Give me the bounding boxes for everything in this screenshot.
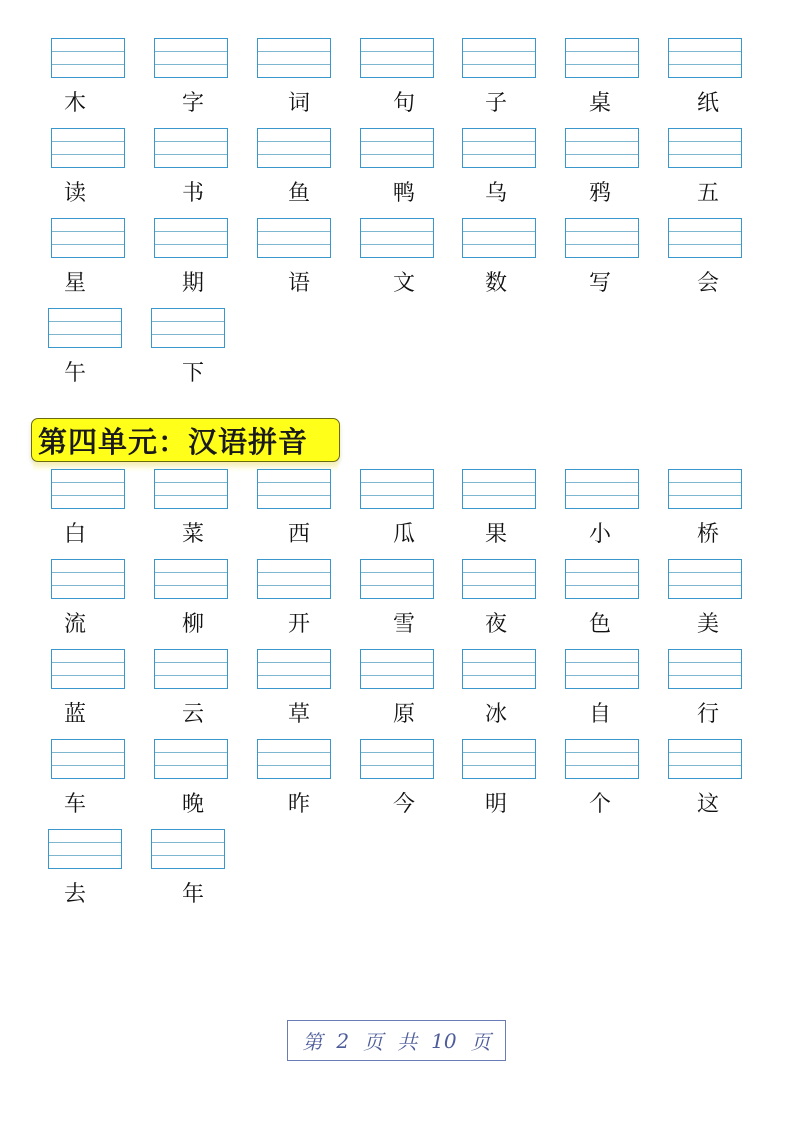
total-page-number: 10 — [431, 1028, 457, 1053]
hanzi-character: 下 — [181, 361, 204, 386]
vocab-cell — [565, 739, 665, 829]
pinyin-writing-box[interactable] — [565, 739, 639, 779]
page-counter-suffix: 页 — [470, 1030, 491, 1054]
hanzi-character: 子 — [484, 91, 507, 116]
pinyin-writing-box[interactable] — [360, 218, 434, 258]
pinyin-writing-box[interactable] — [360, 649, 434, 689]
pinyin-writing-box[interactable] — [565, 218, 639, 258]
pinyin-writing-box[interactable] — [257, 128, 331, 168]
vocab-cell — [360, 128, 460, 218]
pinyin-writing-box[interactable] — [360, 128, 434, 168]
pinyin-writing-box[interactable] — [462, 218, 536, 258]
pinyin-writing-box[interactable] — [360, 739, 434, 779]
hanzi-character: 今 — [392, 792, 415, 817]
vocab-cell — [565, 128, 665, 218]
vocab-cell — [257, 559, 357, 649]
vocab-cell — [462, 559, 562, 649]
hanzi-character: 西 — [287, 522, 310, 547]
hanzi-character: 美 — [696, 612, 719, 637]
hanzi-character: 午 — [63, 361, 86, 386]
vocab-cell — [151, 829, 251, 919]
pinyin-writing-box[interactable] — [151, 829, 225, 869]
pinyin-writing-box[interactable] — [51, 128, 125, 168]
hanzi-character: 原 — [392, 702, 415, 727]
vocab-cell — [257, 128, 357, 218]
pinyin-writing-box[interactable] — [462, 559, 536, 599]
vocab-row — [0, 38, 793, 128]
hanzi-character: 晚 — [181, 792, 204, 817]
pinyin-writing-box[interactable] — [51, 38, 125, 78]
hanzi-character: 字 — [181, 91, 204, 116]
hanzi-character: 写 — [588, 271, 611, 296]
vocab-cell — [565, 218, 665, 308]
vocab-row — [0, 308, 793, 398]
hanzi-character: 年 — [181, 882, 204, 907]
hanzi-character: 桥 — [696, 522, 719, 547]
vocab-cell — [360, 649, 460, 739]
vocab-row — [0, 739, 793, 829]
vocab-cell — [154, 649, 254, 739]
hanzi-character: 期 — [181, 271, 204, 296]
hanzi-character: 云 — [181, 702, 204, 727]
pinyin-writing-box[interactable] — [154, 218, 228, 258]
vocab-cell — [668, 739, 768, 829]
pinyin-writing-box[interactable] — [565, 469, 639, 509]
pinyin-writing-box[interactable] — [668, 38, 742, 78]
vocab-cell — [51, 38, 151, 128]
pinyin-writing-box[interactable] — [462, 469, 536, 509]
vocab-cell — [565, 559, 665, 649]
hanzi-character: 五 — [696, 181, 719, 206]
hanzi-character: 书 — [181, 181, 204, 206]
hanzi-character: 瓜 — [392, 522, 415, 547]
vocab-cell — [51, 128, 151, 218]
hanzi-character: 鸭 — [392, 181, 415, 206]
vocab-cell — [51, 559, 151, 649]
vocab-cell — [360, 469, 460, 559]
pinyin-writing-box[interactable] — [154, 739, 228, 779]
hanzi-character: 流 — [63, 612, 86, 637]
pinyin-writing-box[interactable] — [360, 38, 434, 78]
hanzi-character: 文 — [392, 271, 415, 296]
hanzi-character: 鱼 — [287, 181, 310, 206]
hanzi-character: 自 — [588, 702, 611, 727]
vocab-cell — [154, 218, 254, 308]
pinyin-writing-box[interactable] — [257, 559, 331, 599]
vocab-cell — [51, 739, 151, 829]
vocab-cell — [48, 829, 148, 919]
hanzi-character: 数 — [484, 271, 507, 296]
hanzi-character: 冰 — [484, 702, 507, 727]
vocab-cell — [668, 38, 768, 128]
vocab-cell — [462, 218, 562, 308]
hanzi-character: 色 — [588, 612, 611, 637]
vocab-cell — [668, 649, 768, 739]
vocab-cell — [668, 469, 768, 559]
page-counter-total-label: 共 — [397, 1030, 418, 1054]
pinyin-writing-box[interactable] — [257, 739, 331, 779]
current-page-number: 2 — [336, 1028, 350, 1053]
hanzi-character: 果 — [484, 522, 507, 547]
vocab-cell — [51, 649, 151, 739]
hanzi-character: 白 — [63, 522, 86, 547]
pinyin-writing-box[interactable] — [48, 308, 122, 348]
pinyin-writing-box[interactable] — [154, 559, 228, 599]
hanzi-character: 去 — [63, 882, 86, 907]
vocab-cell — [154, 38, 254, 128]
vocab-cell — [257, 218, 357, 308]
hanzi-character: 柳 — [181, 612, 204, 637]
vocab-cell — [360, 559, 460, 649]
vocab-cell — [462, 469, 562, 559]
pinyin-writing-box[interactable] — [154, 128, 228, 168]
hanzi-character: 句 — [392, 91, 415, 116]
vocab-cell — [154, 559, 254, 649]
vocab-cell — [565, 649, 665, 739]
vocab-cell — [462, 649, 562, 739]
pinyin-writing-box[interactable] — [565, 649, 639, 689]
unit-heading — [31, 418, 340, 462]
unit-heading-text: 第四单元：汉语拼音 — [38, 424, 309, 459]
hanzi-character: 小 — [588, 522, 611, 547]
vocab-cell — [48, 308, 148, 398]
pinyin-writing-box[interactable] — [565, 559, 639, 599]
hanzi-character: 开 — [287, 612, 310, 637]
vocab-cell — [257, 38, 357, 128]
hanzi-character: 夜 — [484, 612, 507, 637]
vocab-row — [0, 218, 793, 308]
pinyin-writing-box[interactable] — [151, 308, 225, 348]
vocab-cell — [462, 739, 562, 829]
hanzi-character: 车 — [63, 792, 86, 817]
pinyin-writing-box[interactable] — [565, 128, 639, 168]
pinyin-writing-box[interactable] — [668, 739, 742, 779]
pinyin-writing-box[interactable] — [257, 218, 331, 258]
vocab-cell — [565, 469, 665, 559]
vocab-row — [0, 649, 793, 739]
hanzi-character: 个 — [588, 792, 611, 817]
vocab-cell — [154, 128, 254, 218]
pinyin-writing-box[interactable] — [462, 739, 536, 779]
pinyin-writing-box[interactable] — [668, 469, 742, 509]
vocab-cell — [668, 218, 768, 308]
hanzi-character: 语 — [287, 271, 310, 296]
page-counter-unit: 页 — [363, 1030, 384, 1054]
vocab-cell — [565, 38, 665, 128]
vocab-cell — [51, 469, 151, 559]
pinyin-writing-box[interactable] — [257, 649, 331, 689]
vocab-cell — [668, 128, 768, 218]
vocab-cell — [257, 739, 357, 829]
vocab-cell — [154, 469, 254, 559]
vocab-row — [0, 559, 793, 649]
hanzi-character: 纸 — [696, 91, 719, 116]
pinyin-writing-box[interactable] — [51, 218, 125, 258]
page-counter-prefix: 第 — [302, 1030, 323, 1054]
pinyin-writing-box[interactable] — [51, 469, 125, 509]
hanzi-character: 桌 — [588, 91, 611, 116]
hanzi-character: 鸦 — [588, 181, 611, 206]
pinyin-writing-box[interactable] — [462, 128, 536, 168]
hanzi-character: 行 — [696, 702, 719, 727]
vocab-cell — [257, 469, 357, 559]
vocab-row — [0, 469, 793, 559]
pinyin-writing-box[interactable] — [565, 38, 639, 78]
hanzi-character: 草 — [287, 702, 310, 727]
vocab-cell — [360, 218, 460, 308]
hanzi-character: 星 — [63, 271, 86, 296]
page-counter — [287, 1020, 506, 1061]
pinyin-writing-box[interactable] — [668, 218, 742, 258]
hanzi-character: 这 — [696, 792, 719, 817]
pinyin-writing-box[interactable] — [462, 38, 536, 78]
pinyin-writing-box[interactable] — [51, 559, 125, 599]
pinyin-writing-box[interactable] — [257, 38, 331, 78]
hanzi-character: 木 — [63, 91, 86, 116]
pinyin-writing-box[interactable] — [668, 128, 742, 168]
hanzi-character: 乌 — [484, 181, 507, 206]
pinyin-writing-box[interactable] — [668, 649, 742, 689]
pinyin-writing-box[interactable] — [51, 739, 125, 779]
vocab-row — [0, 829, 793, 919]
pinyin-writing-box[interactable] — [51, 649, 125, 689]
vocab-cell — [462, 38, 562, 128]
pinyin-writing-box[interactable] — [257, 469, 331, 509]
hanzi-character: 菜 — [181, 522, 204, 547]
vocab-row — [0, 128, 793, 218]
hanzi-character: 明 — [484, 792, 507, 817]
hanzi-character: 读 — [63, 181, 86, 206]
vocab-cell — [151, 308, 251, 398]
pinyin-writing-box[interactable] — [360, 469, 434, 509]
vocab-cell — [668, 559, 768, 649]
vocab-cell — [360, 739, 460, 829]
pinyin-writing-box[interactable] — [154, 649, 228, 689]
pinyin-writing-box[interactable] — [360, 559, 434, 599]
vocab-cell — [462, 128, 562, 218]
vocab-cell — [360, 38, 460, 128]
pinyin-writing-box[interactable] — [462, 649, 536, 689]
pinyin-writing-box[interactable] — [48, 829, 122, 869]
hanzi-character: 昨 — [287, 792, 310, 817]
vocab-cell — [154, 739, 254, 829]
pinyin-writing-box[interactable] — [154, 469, 228, 509]
hanzi-character: 雪 — [392, 612, 415, 637]
pinyin-writing-box[interactable] — [668, 559, 742, 599]
hanzi-character: 会 — [696, 271, 719, 296]
vocab-cell — [257, 649, 357, 739]
hanzi-character: 蓝 — [63, 702, 86, 727]
hanzi-character: 词 — [287, 91, 310, 116]
pinyin-writing-box[interactable] — [154, 38, 228, 78]
vocab-cell — [51, 218, 151, 308]
